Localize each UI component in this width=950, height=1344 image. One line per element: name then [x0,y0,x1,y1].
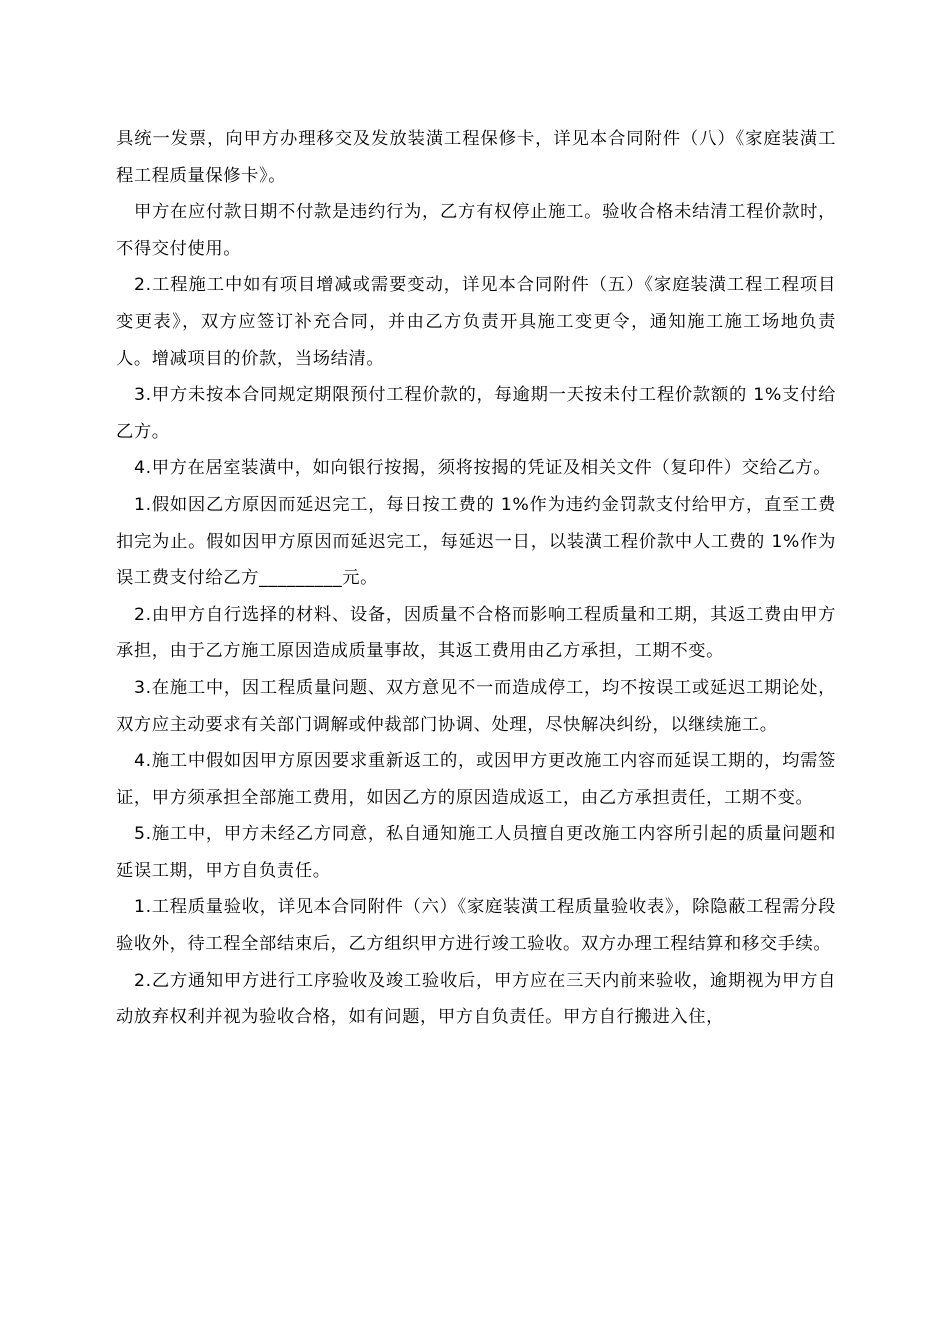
paragraph-payment-default: 甲方在应付款日期不付款是违约行为，乙方有权停止施工。验收合格未结清工程价款时，不得交付使用。 [116,202,836,259]
paragraph-acceptance-notice: 2.乙方通知甲方进行工序验收及竣工验收后，甲方应在三天内前来验收，逾期视为甲方自动放弃权利并视为验收合格，如有问题，甲方自负责任。甲方自行搬进入住， [116,970,836,1028]
paragraph-delay-penalty: 1.假如因乙方原因而延迟完工，每日按工费的 1%作为违约金罚款支付给甲方，直至工费扣完为止。假如因甲方原因而延迟完工，每延迟一日，以装潢工程价款中人工费的 1%作为误工费支付给乙方_________元。 [116,494,836,589]
paragraph-dispute-resolution: 3.在施工中，因工程质量问题、双方意见不一而造成停工，均不按误工或延迟工期论处，双方应主动要求有关部门调解或仲裁部门协调、处理，尽快解决纠纷，以继续施工。 [116,677,836,735]
paragraph-material-quality: 2.由甲方自行选择的材料、设备，因质量不合格而影响工程质量和工期，其返工费由甲方承担，由于乙方施工原因造成质量事故，其返工费用由乙方承担，工期不变。 [116,604,836,662]
paragraph-warranty-card: 具统一发票，向甲方办理移交及发放装潢工程保修卡，详见本合同附件（八）《家庭装潢工程工程质量保修卡》。 [116,129,836,186]
paragraph-rework: 4.施工中假如因甲方原因要求重新返工的，或因甲方更改施工内容而延误工期的，均需签证，甲方须承担全部施工费用，如因乙方的原因造成返工，由乙方承担责任，工期不变。 [116,751,836,808]
contract-body [116,121,836,1036]
paragraph-bank-mortgage: 4.甲方在居室装潢中，如向银行按揭，须将按揭的凭证及相关文件（复印件）交给乙方。 [134,458,832,479]
paragraph-unauthorized-changes: 5.施工中，甲方未经乙方同意，私自通知施工人员擅自更改施工内容所引起的质量问题和延误工期，甲方自负责任。 [116,824,836,881]
paragraph-late-prepayment: 3.甲方未按本合同规定期限预付工程价款的，每逾期一天按未付工程价款额的 1%支付给乙方。 [116,385,836,442]
paragraph-quality-acceptance: 1.工程质量验收，详见本合同附件（六）《家庭装潢工程质量验收表》，除隐蔽工程需分段验收外，待工程全部结束后，乙方组织甲方进行竣工验收。双方办理工程结算和移交手续。 [116,897,836,955]
paragraph-project-changes: 2.工程施工中如有项目增减或需要变动，详见本合同附件（五）《家庭装潢工程工程项目变更表》，双方应签订补充合同，并由乙方负责开具施工变更令，通知施工施工场地负责人。增减项目的价款，当场结清。 [116,275,836,369]
